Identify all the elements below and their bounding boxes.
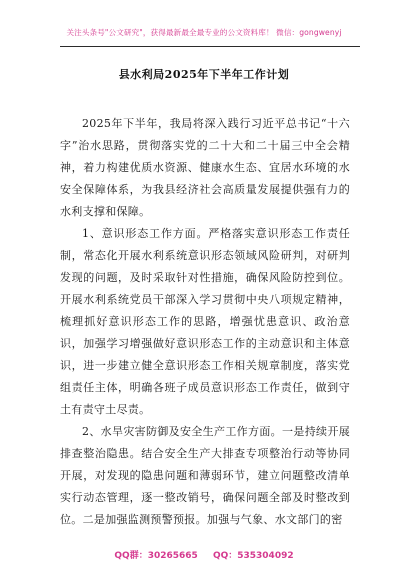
paragraph-flood-safety: 2、水旱灾害防御及安全生产工作方面。一是持续开展排查整治隐患。结合安全生产大排查专项整治行动等协同开展，对发现的隐患问题和薄弱环节，建立问题整改清单实行动态管理，逐一整改销号，确保问题全部及时整改到位。二是加强监测预警预报。加强与气象、水文部门的密 <box>60 425 350 526</box>
footer-qq-group: QQ群：30265665 <box>114 551 198 561</box>
footer-qq: QQ：535304092 <box>212 551 294 561</box>
header-promo-note: 关注头条号"公文研究"，获得最新最全最专业的公文资料库！ 微信：gongwenyj <box>66 28 342 37</box>
document-body <box>60 113 350 531</box>
paragraph-ideology: 1、意识形态工作方面。严格落实意识形态工作责任制，常态化开展水利系统意识形态领域风险研判，对研判发现的问题，及时采取针对性措施，确保风险防控到位。开展水利系统党员干部深入学习贯彻中央八项规定精神，梳理抓好意识形态工作的思路，增强忧患意识、政治意识，加强学习增强做好意识形态工作的主动意识和主体意识，进一步建立健全意识形态工作相关规章制度，落实党组责任主体，明确各班子成员意识形态工作责任，做到守土有责守土尽责。 <box>60 227 350 416</box>
paragraph-intro: 2025年下半年，我局将深入践行习近平总书记“十六字”治水思路，贯彻落实党的二十大和二十届三中全会精神，着力构建优质水资源、健康水生态、宜居水环境的水安全保障体系，为我县经济社会高质量发展提供强有力的水利支撑和保障。 <box>60 117 350 218</box>
document-title: 县水利局2025年下半年工作计划 <box>118 68 290 81</box>
footer-contact <box>0 548 408 561</box>
header-divider <box>60 46 360 47</box>
